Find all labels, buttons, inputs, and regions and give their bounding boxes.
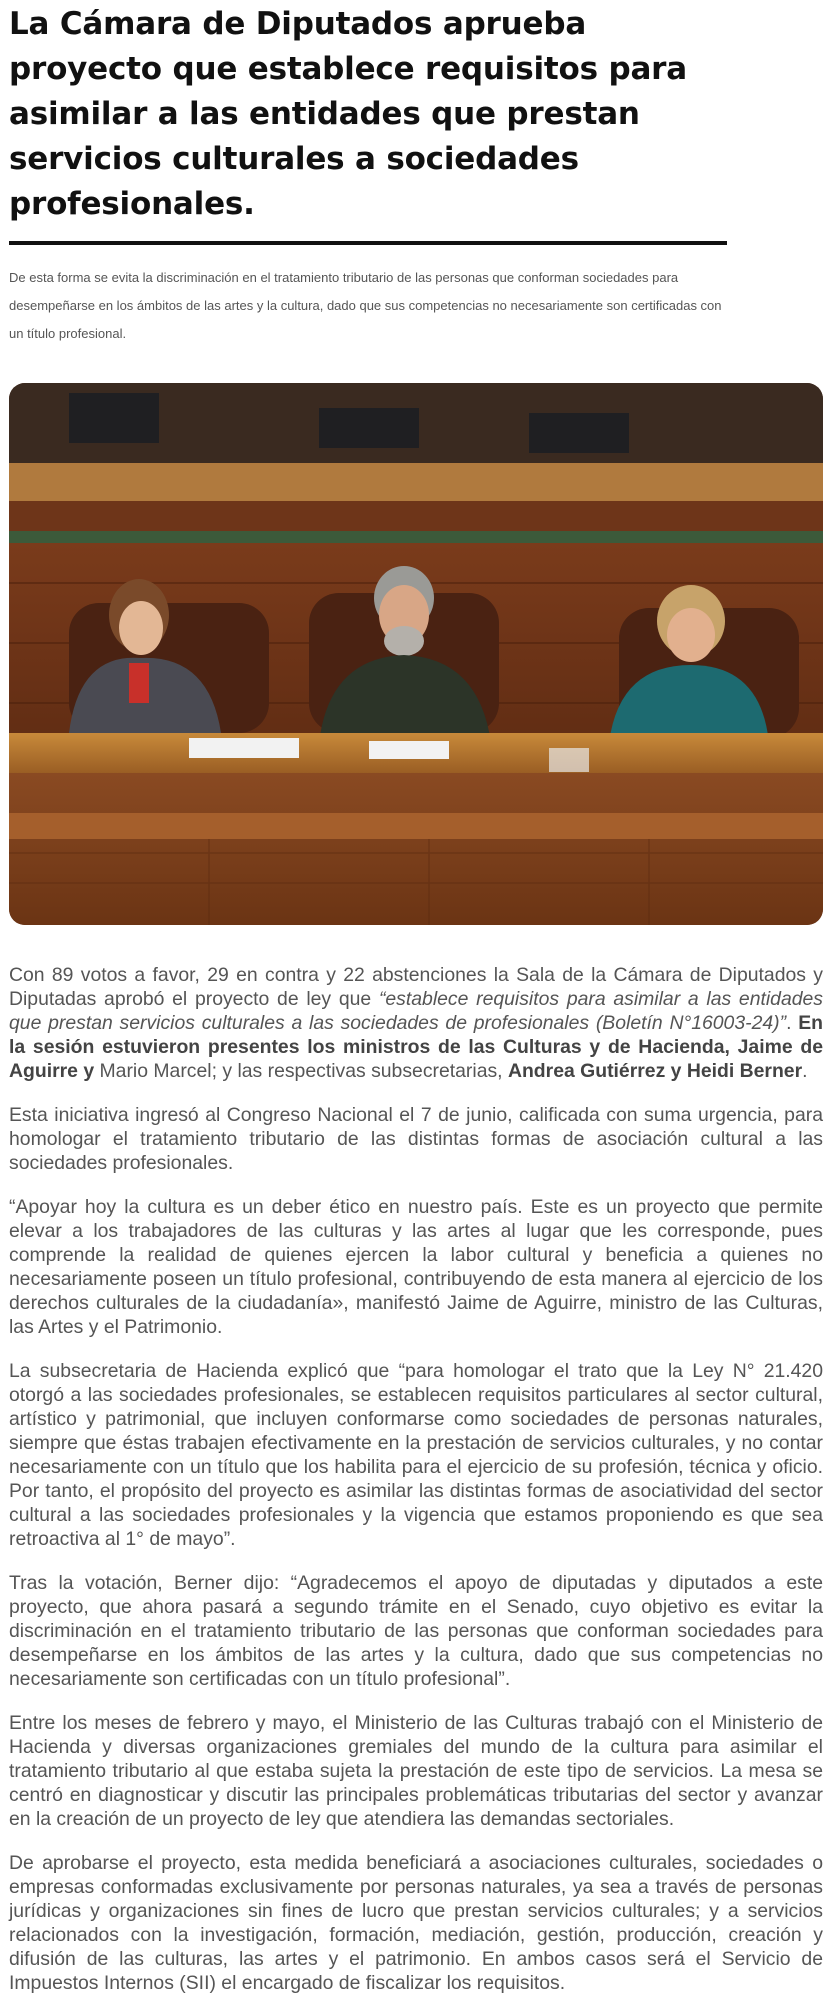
body-paragraph-6: Entre los meses de febrero y mayo, el Ministerio de las Culturas trabajó con el Ministerio de Hacienda y diversas organizaciones gremiales del mundo de la cultura para asimilar el tratamiento tributario al que estaba sujeta la prestación de este tipo de servicios. La mesa se centró en diagnosticar y discutir las principales problemáticas tributarias del sector y avanzar en la creación de un proyecto de ley que atendiera las demandas sectoriales. [9,1712,823,1830]
p1-text-e: Mario Marcel; y las respectivas subsecretarias, [94,1060,508,1082]
p1-quote: “establece requisitos para asimilar a las entidades que prestan servicios culturales a las sociedades de profesionales (Boletín N°16003-24)” [9,988,823,1034]
p1-ministers: En la sesión estuvieron presentes los ministros de las Culturas y de Hacienda, Jaime de Aguirre y [9,1012,823,1082]
p1-text-a: Con 89 votos a favor, 29 en contra y 22 abstenciones la Sala de la Cámara de Diputados y Diputadas aprobó el proyecto de ley que [9,964,823,1010]
lead-paragraph: De esta forma se evita la discriminación en el tratamiento tributario de las personas que conforman sociedades para desempeñarse en los ámbitos de las artes y la cultura, dado que sus competencias no necesariamente son certificadas con un título profesional. [9,270,722,341]
body-paragraph-2: Esta iniciativa ingresó al Congreso Nacional el 7 de junio, calificada con suma urgencia, para homologar el tratamiento tributario de las distintas formas de asociación cultural a las sociedades profesionales. [9,1104,823,1174]
headline: La Cámara de Diputados aprueba proyecto que establece requisitos para asimilar a las entidades que prestan servicios culturales a sociedades profesionales. [9,6,687,222]
session-photo-illustration [9,383,823,925]
body-paragraph-7: De aprobarse el proyecto, esta medida beneficiará a asociaciones culturales, sociedades o empresas conformadas exclusivamente por personas naturales, ya sea a través de personas jurídicas y organizaciones sin fines de lucro que prestan servicios culturales; y a servicios relacionados con la investigación, formación, mediación, gestión, producción, creación y difusión de las culturas, las artes y el patrimonio. En ambos casos será el Servicio de Impuestos Internos (SII) el encargado de fiscalizar los requisitos. [9,1852,823,1994]
p1-subsecretaries: Andrea Gutiérrez y Heidi Berner [507,1060,803,1082]
article-photo [9,383,823,925]
body-paragraph-1 [9,963,823,1083]
p1-text-g: . [802,1060,808,1082]
p1-text-c: . [786,1012,799,1034]
article-body [9,963,823,1997]
body-paragraph-5: Tras la votación, Berner dijo: “Agradecemos el apoyo de diputadas y diputados a este proyecto, que ahora pasará a segundo trámite en el Senado, cuyo objetivo es evitar la discriminación en el tratamiento tributario de las personas que conforman sociedades para desempeñarse en los ámbitos de las artes y la cultura, dado que sus competencias no necesariamente son certificadas con un título profesional”. [9,1572,823,1690]
body-paragraph-4: La subsecretaria de Hacienda explicó que “para homologar el trato que la Ley N° 21.420 otorgó a las sociedades profesionales, se establecen requisitos particulares al sector cultural, artístico y patrimonial, que incluyen conformarse como sociedades de personas naturales, siempre que éstas trabajen efectivamente en la prestación de servicios culturales, y no contar necesariamente con un título que los habilita para el ejercicio de su profesión, técnica y oficio. Por tanto, el propósito del proyecto es asimilar las distintas formas de asociatividad del sector cultural a las sociedades profesionales y la vigencia que estamos proponiendo es que sea retroactiva al 1° de mayo”. [9,1360,823,1550]
article-header [9,0,825,348]
body-paragraph-3: “Apoyar hoy la cultura es un deber ético en nuestro país. Este es un proyecto que permite elevar a los trabajadores de las culturas y las artes al lugar que les corresponde, pues comprende la realidad de quienes ejercen la labor cultural y beneficia a quienes no necesariamente poseen un título profesional, contribuyendo de esta manera al ejercicio de los derechos culturales de la ciudadanía», manifestó Jaime de Aguirre, ministro de las Culturas, las Artes y el Patrimonio. [9,1196,823,1338]
headline-divider [9,241,727,245]
